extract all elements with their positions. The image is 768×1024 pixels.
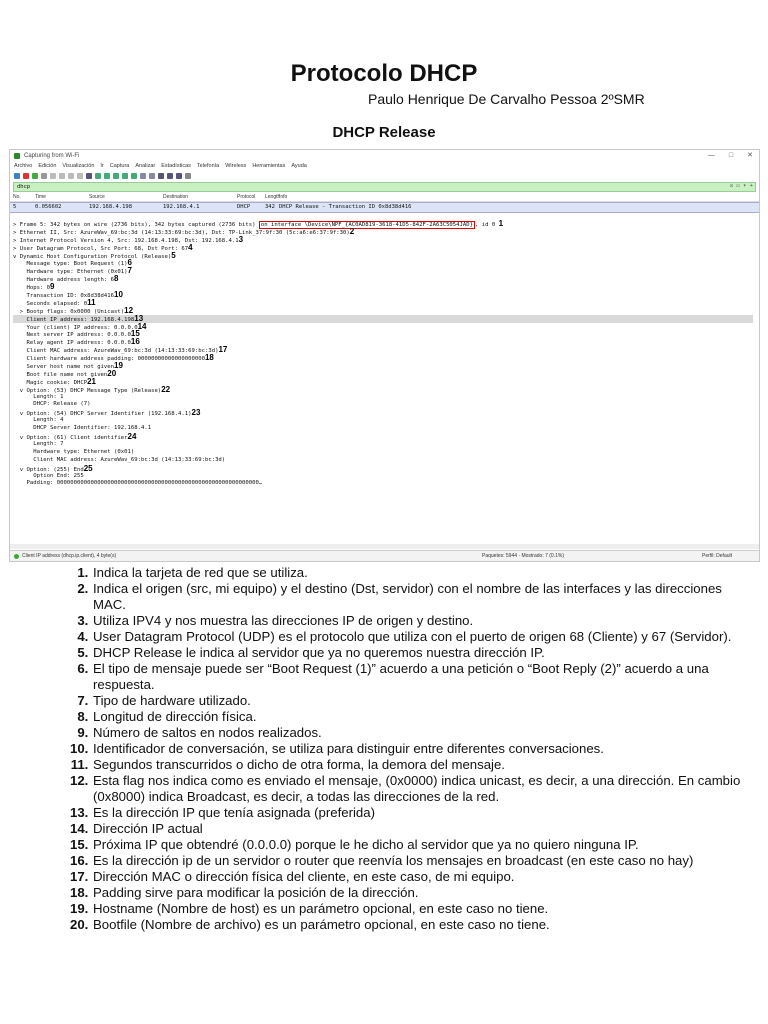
packet-list-header [10,193,759,202]
detail-text: DHCP Server Identifier: 192.168.4.1 [13,425,152,432]
detail-line[interactable] [13,315,753,323]
filter-buttons[interactable]: ☒ ▭ ▾ + [729,183,753,189]
menu-item[interactable]: Estadísticas [161,163,191,169]
detail-text: Client IP address: 192.168.4.198 [13,316,135,323]
autoscroll-icon[interactable] [140,173,146,179]
window-titlebar [10,150,759,162]
highlighted-interface-box: on interface \Device\NPF_{AC0AD819-3618-41D5-842F-2A63C5054JAD} [260,222,474,228]
annotation-number: 9 [50,282,55,292]
author-line: Paulo Henrique De Carvalho Pessoa 2ºSMR [368,91,645,107]
annotation-number: 20 [107,368,117,378]
detail-text: Your (client) IP address: 0.0.0.0 [13,324,138,331]
menu-item[interactable]: Ir [100,163,104,169]
annotation-number: 19 [114,361,123,371]
go-back-icon[interactable] [95,173,101,179]
menu-bar [10,162,759,171]
annotation-number: 13 [134,313,144,323]
section-heading: DHCP Release [332,124,436,141]
detail-text: Message type: Boot Request (1) [13,261,128,268]
status-packet-count: Paquetes: 5944 · Mostrado: 7 (0.1%) [482,552,564,559]
detail-text: > Frame 5: 342 bytes on wire (2736 bits), 342 bytes captured (2736 bits) [13,222,259,228]
explanation-item: 5. DHCP Release le indica al servidor que ya no queremos nuestra dirección IP. [92,645,747,661]
horizontal-scrollbar[interactable] [10,544,759,549]
explanation-item: 9. Número de saltos en nodos realizados. [92,725,747,741]
packet-time: 0.056602 [35,204,62,210]
annotation-number: 22 [161,384,171,394]
zoom-in-icon[interactable] [158,173,164,179]
detail-line[interactable] [13,323,759,331]
column-info[interactable]: Info [279,193,288,200]
explanation-item: 7. Tipo de hardware utilizado. [92,693,747,709]
annotation-number: 4 [188,242,193,252]
annotation-number: 17 [218,345,228,355]
detail-line[interactable] [13,433,759,441]
packet-info: DHCP Release - Transaction ID 0x8d38d416 [279,204,412,210]
explanation-item: 14. Dirección IP actual [92,821,747,837]
annotation-number: 3 [238,234,244,244]
detail-line[interactable] [13,275,759,283]
detail-text: Server host name not given [13,364,115,371]
detail-text: v Option: (53) DHCP Message Type (Release) [13,387,162,394]
detail-line[interactable] [13,267,759,275]
go-to-packet-icon[interactable] [113,173,119,179]
open-file-icon[interactable] [50,173,56,179]
save-icon[interactable] [59,173,65,179]
stop-icon[interactable] [23,173,29,179]
packet-protocol: DHCP [237,204,251,210]
display-filter-bar[interactable] [13,182,756,192]
document-title: Protocolo DHCP [290,60,478,87]
annotation-number: 14 [137,321,147,331]
annotation-number: 6 [127,258,132,268]
menu-item[interactable]: Analizar [135,163,156,169]
display-filter-input[interactable]: dhcp [17,183,31,190]
column-no[interactable]: No. [13,193,21,200]
detail-line[interactable] [13,362,759,370]
wireshark-screenshot [9,149,760,562]
maximize-button[interactable]: □ [728,152,734,159]
detail-text: Transaction ID: 0x8d38d416 [13,293,115,300]
minimize-button[interactable]: — [707,152,715,159]
detail-line[interactable] [13,394,759,402]
menu-item[interactable]: Wireless [225,163,247,169]
menu-item[interactable]: Telefonía [196,163,220,169]
detail-text: Seconds elapsed: 0 [13,300,88,307]
colorize-icon[interactable] [149,173,155,179]
annotation-number: 16 [130,337,140,347]
explanation-item: 3. Utiliza IPV4 y nos muestra las direcciones IP de origen y destino. [92,613,747,629]
menu-item[interactable]: Captura [109,163,130,169]
detail-text: > Bootp flags: 0x0000 (Unicast) [13,308,125,315]
annotation-number: 24 [127,432,137,442]
reload-icon[interactable] [77,173,83,179]
detail-line[interactable] [13,354,759,362]
detail-line[interactable] [13,346,759,354]
detail-line[interactable] [13,378,759,386]
detail-line[interactable] [13,473,759,481]
detail-line[interactable] [13,457,759,465]
detail-line[interactable] [13,401,759,409]
menu-item[interactable]: Herramientas [252,163,286,169]
detail-line[interactable] [13,228,759,236]
explanation-item: 2. Indica el origen (src, mi equipo) y el destino (Dst, servidor) con el nombre de las interfaces y las direcciones MAC. [92,581,747,613]
detail-text: > User Datagram Protocol, Src Port: 68, Dst Port: 67 [13,245,189,252]
annotation-number: 1 [498,219,504,228]
column-length[interactable]: Length [265,193,281,200]
explanation-item: 8. Longitud de dirección física. [92,709,747,725]
detail-text: Padding: 000000000000000000000000000000000000000000000000000000000000… [13,480,263,487]
explanation-item: 1. Indica la tarjeta de red que se utiliza. [92,565,747,581]
detail-line[interactable] [13,252,759,260]
explanation-item: 18. Padding sirve para modificar la posición de la dirección. [92,885,747,901]
last-packet-icon[interactable] [131,173,137,179]
annotation-number: 11 [87,297,96,307]
detail-line[interactable] [13,330,759,338]
detail-line[interactable] [13,417,759,425]
first-packet-icon[interactable] [122,173,128,179]
detail-text: Next server IP address: 0.0.0.0 [13,332,131,339]
window-title: Capturing from Wi-Fi [24,152,80,159]
detail-text: > Ethernet II, Src: AzureWav_69:bc:3d (14:13:33:69:bc:3d), Dst: TP-Link_37:9f:30 (5c:a6:e6:37:9f:30) [13,229,350,236]
explanation-item: 10. Identificador de conversación, se utiliza para distinguir entre diferentes conversaciones. [92,741,747,757]
detail-text: Length: 4 [13,417,64,424]
detail-text: Client MAC address: AzureWav_69:bc:3d (14:13:33:69:bc:3d) [13,456,226,463]
detail-text: > Internet Protocol Version 4, Src: 192.168.4.198, Dst: 192.168.4.1 [13,237,239,244]
detail-text: Hops: 0 [13,285,51,292]
detail-line[interactable] [13,465,759,473]
explanation-item: 20. Bootfile (Nombre de archivo) es un parámetro opcional, en este caso no tiene. [92,917,747,933]
column-time[interactable]: Time [35,193,46,200]
column-source[interactable]: Source [89,193,105,200]
detail-line[interactable] [13,480,759,488]
ready-status-icon [14,554,19,559]
detail-line[interactable] [13,283,759,291]
packet-source: 192.168.4.198 [89,204,133,210]
annotation-number: 21 [87,376,96,386]
zoom-out-icon[interactable] [167,173,173,179]
explanation-item: 17. Dirección MAC o dirección física del cliente, en este caso, de mi equipo. [92,869,747,885]
detail-text-tail: , id 0 [475,222,499,228]
detail-text: Hardware type: Ethernet (0x01) [13,269,128,276]
find-icon[interactable] [86,173,92,179]
resize-columns-icon[interactable] [185,173,191,179]
explanation-item: 12. Esta flag nos indica como es enviado el mensaje, (0x0000) indica unicast, es decir, a una dirección. En cambio (0x8000) indica Broadcast, es decir, a todas las direcciones de la red. [92,773,747,805]
column-destination[interactable]: Destination [163,193,189,200]
status-profile[interactable]: Perfil: Default [702,552,733,559]
annotation-number: 7 [127,266,132,276]
packet-row-selected[interactable] [10,202,759,213]
detail-text: v Option: (255) End [13,466,84,473]
detail-line[interactable] [13,244,759,252]
detail-text: v Dynamic Host Configuration Protocol (Release) [13,253,172,260]
explanation-item: 13. Es la dirección IP que tenía asignada (preferida) [92,805,747,821]
annotation-number: 2 [349,226,355,236]
detail-text: Boot file name not given [13,371,108,378]
detail-line[interactable] [13,449,759,457]
detail-line[interactable] [13,425,759,433]
detail-line[interactable] [13,291,759,299]
detail-text: v Option: (54) DHCP Server Identifier (192.168.4.1) [13,411,192,418]
status-bar [10,550,759,561]
packet-destination: 192.168.4.1 [163,204,200,210]
annotation-number: 15 [130,329,140,339]
detail-text: Length: 1 [13,393,64,400]
detail-text: Client MAC address: AzureWav_69:bc:3d (14:13:33:69:bc:3d) [13,348,219,355]
detail-line[interactable] [13,386,759,394]
detail-text: Hardware address length: 6 [13,277,115,284]
explanation-item: 15. Próxima IP que obtendré (0.0.0.0) porque le he dicho al servidor que ya no quiero ninguna IP. [92,837,747,853]
detail-line[interactable] [13,307,759,315]
packet-length: 342 [265,204,275,210]
detail-line[interactable] [13,338,759,346]
close-button[interactable]: ✕ [747,152,753,159]
detail-line[interactable] [13,220,759,228]
detail-line[interactable] [13,441,759,449]
annotation-number: 18 [204,353,214,363]
main-toolbar [10,171,759,181]
explanation-item: 16. Es la dirección ip de un servidor o router que reenvía los mensajes en broadcast (en este caso no hay) [92,853,747,869]
detail-text: Length: 7 [13,440,64,447]
detail-line[interactable] [13,259,759,267]
explanation-list [70,565,747,933]
annotation-number: 23 [191,408,201,418]
detail-text: Hardware type: Ethernet (0x01) [13,448,135,455]
status-field-info: Client IP address (dhcp.ip.client), 4 byte(s) [22,552,117,559]
zoom-reset-icon[interactable] [176,173,182,179]
detail-text: Relay agent IP address: 0.0.0.0 [13,340,131,347]
detail-line[interactable] [13,236,759,244]
menu-item[interactable]: Edición [38,163,57,169]
explanation-item: 11. Segundos transcurridos o dicho de otra forma, la demora del mensaje. [92,757,747,773]
detail-text: Client hardware address padding: 00000000000000000000 [13,356,205,363]
menu-item[interactable]: Archivo [14,163,33,169]
explanation-item: 4. User Datagram Protocol (UDP) es el protocolo que utiliza con el puerto de origen 68 (Cliente) y 67 (Servidor). [92,629,747,645]
annotation-number: 8 [114,274,119,284]
explanation-item: 6. El tipo de mensaje puede ser “Boot Request (1)” acuerdo a una petición o “Boot Reply (2)” acuerdo a una respuesta. [92,661,747,693]
detail-text: DHCP: Release (7) [13,401,91,408]
explanation-item: 19. Hostname (Nombre de host) es un parámetro opcional, en este caso no tiene. [92,901,747,917]
restart-icon[interactable] [32,173,38,179]
annotation-number: 5 [171,250,176,260]
menu-item[interactable]: Visualización [62,163,95,169]
options-gear-icon[interactable] [41,173,47,179]
go-forward-icon[interactable] [104,173,110,179]
detail-text: Magic cookie: DHCP [13,379,88,386]
wireshark-fin-icon [14,153,20,159]
column-protocol[interactable]: Protocol [237,193,256,200]
annotation-number: 12 [124,305,134,315]
detail-text: Option End: 255 [13,472,84,479]
packet-no: 5 [13,204,17,210]
shark-start-icon[interactable] [14,173,20,179]
menu-item[interactable]: Ayuda [291,163,307,169]
annotation-number: 25 [83,463,93,473]
close-file-icon[interactable] [68,173,74,179]
window-controls [708,152,753,159]
packet-details-tree [10,220,759,488]
detail-text: v Option: (61) Client identifier [13,435,128,442]
annotation-number: 10 [114,290,123,300]
detail-line[interactable] [13,409,759,417]
detail-line[interactable] [13,370,759,378]
